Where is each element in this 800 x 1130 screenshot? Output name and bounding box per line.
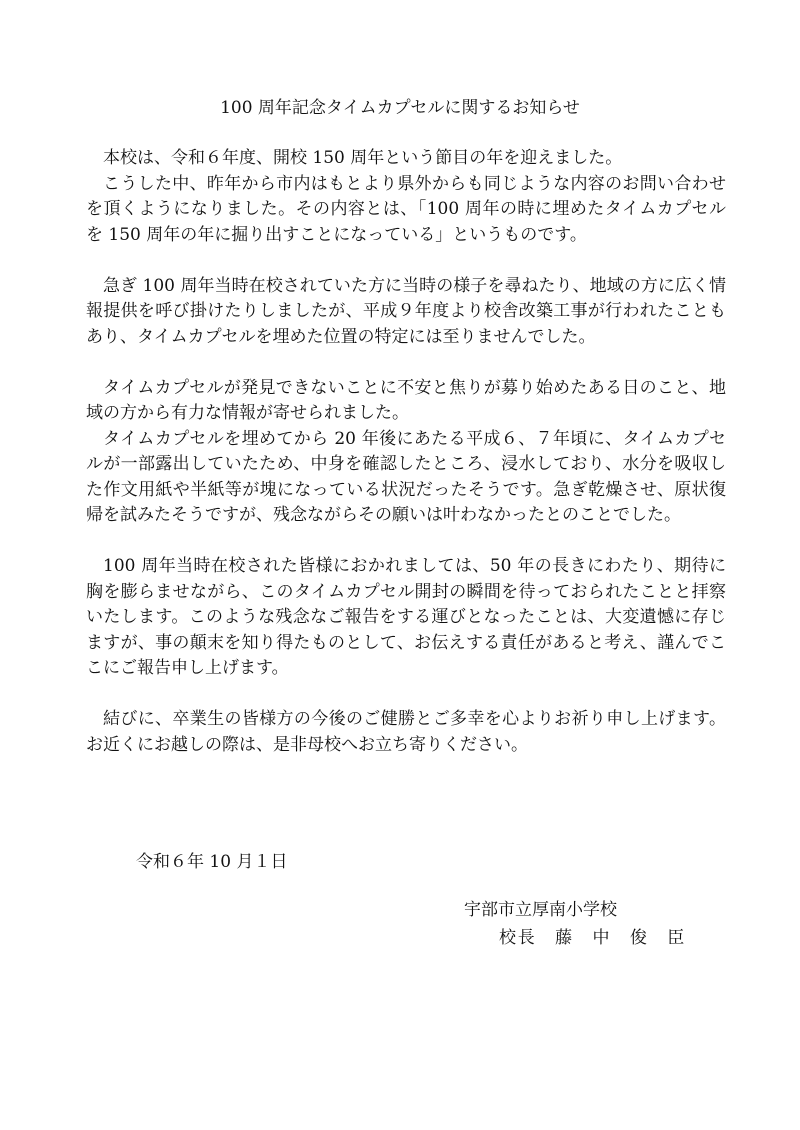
paragraph-search: 急ぎ 100 周年当時在校されていた方に当時の様子を尋ねたり、地域の方に広く情報提供を呼び掛けたりしましたが、平成９年度より校舎改築工事が行われたこともあり、タイムカプセルを埋めた位置の特定には至りませんでした。 xyxy=(86,275,726,347)
document-date: 令和６年 10 月１日 xyxy=(136,852,288,872)
document-body xyxy=(86,146,726,758)
document-title: 100 周年記念タイムカプセルに関するお知らせ xyxy=(220,98,580,118)
paragraph-anniversary: 本校は、令和６年度、開校 150 周年という節目の年を迎えました。 xyxy=(103,148,623,168)
paragraph-inquiries: こうした中、昨年から市内はもとより県外からも同じような内容のお問い合わせを頂くようになりました。その内容とは、「100 周年の時に埋めたタイムカプセルを 150 周年の年に掘り出すことになっている」というものです。 xyxy=(86,173,726,245)
paragraph-apology: 100 周年当時在校された皆様におかれましては、50 年の長きにわたり、期待に胸を膨らませながら、このタイムカプセル開封の瞬間を待っておられたことと拝察いたします。このような残念なご報告をする運びとなったことは、大変遺憾に存じますが、事の顛末を知り得たものとして、お伝えする責任があると考え、謹んでここにご報告申し上げます。 xyxy=(86,556,726,678)
school-name: 宇部市立厚南小学校 xyxy=(464,900,617,920)
principal-name: 校長 藤 中 俊 臣 xyxy=(499,928,686,948)
paragraph-condition: タイムカプセルを埋めてから 20 年後にあたる平成６、７年頃に、タイムカプセルが一部露出していたため、中身を確認したところ、浸水しており、水分を吸収した作文用紙や半紙等が塊になっている状況だったそうです。急ぎ乾燥させ、原状復帰を試みたそうですが、残念ながらその願いは叶わなかったとのことでした。 xyxy=(86,428,726,525)
paragraph-information: タイムカプセルが発見できないことに不安と焦りが募り始めたある日のこと、地域の方から有力な情報が寄せられました。 xyxy=(86,377,726,423)
paragraph-closing: 結びに、卒業生の皆様方の今後のご健勝とご多幸を心よりお祈り申し上げます。お近くにお越しの際は、是非母校へお立ち寄りください。 xyxy=(86,709,726,755)
